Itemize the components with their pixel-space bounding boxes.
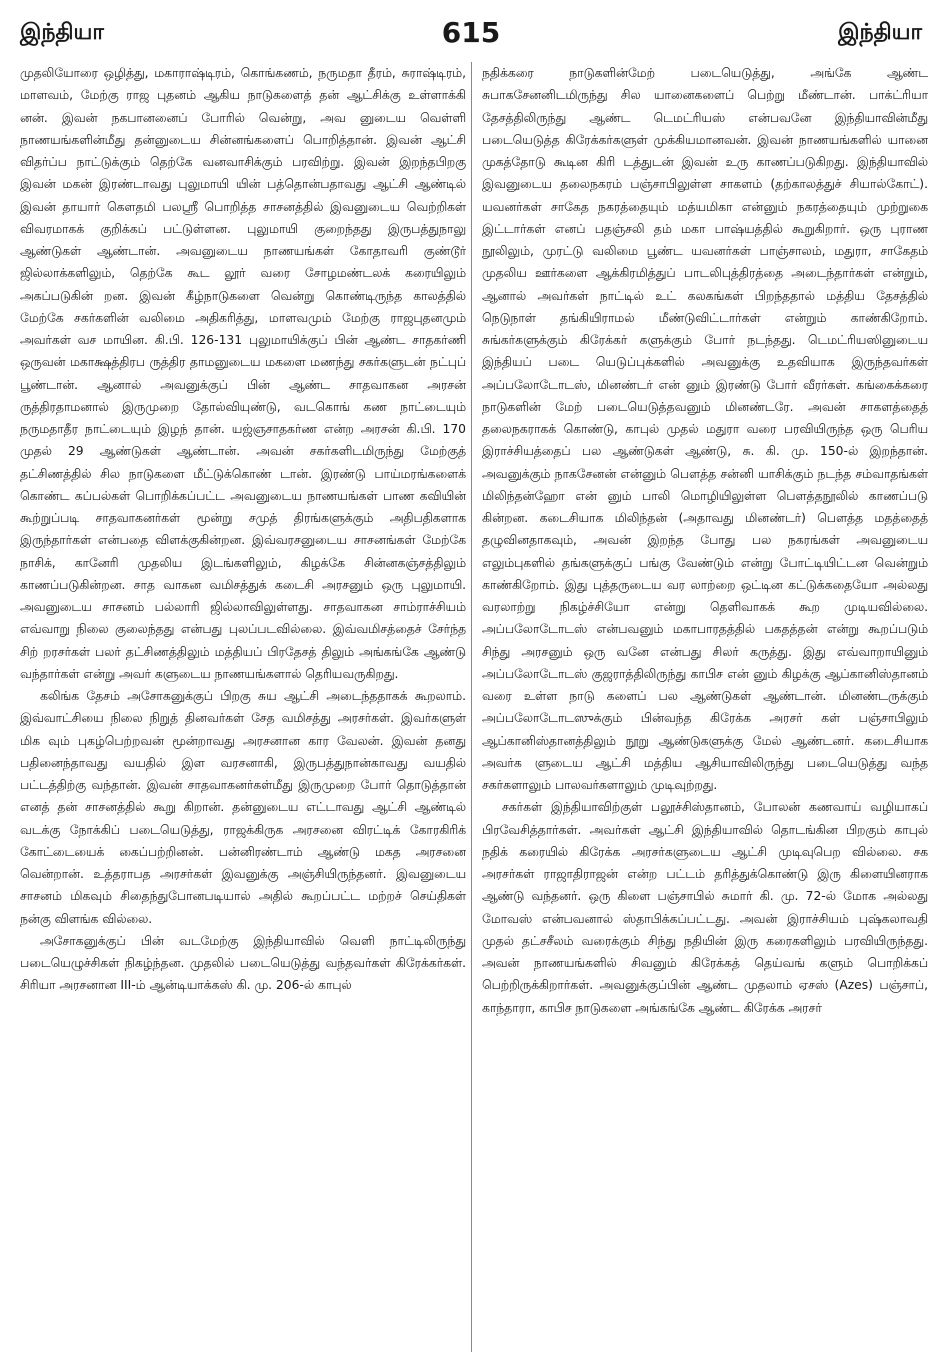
right-column: [482, 62, 928, 1357]
running-head-left: இந்தியா: [20, 20, 104, 45]
left-paragraph-3: அசோகனுக்குப் பின் வடமேற்கு இந்தியாவில் வெளி நாட்டிலிருந்து படையெழுச்சிகள் நிகழ்ந்தன. முதலில் படையெடுத்து வந்தவர்கள் கிரேக்கர்கள். சிரியா அரசனான III-ம் ஆன்டியாக்கஸ் கி. மு. 206-ல் காபுல்: [20, 933, 466, 993]
page-number: 615: [441, 16, 501, 49]
left-paragraph-2: கலிங்க தேசம் அசோகனுக்குப் பிறகு சுய ஆட்சி அடைந்ததாகக் கூறலாம். இவ்வாட்சியை நிலை நிறுத் தினவர்கள் சேத வமிசத்து அரசர்கள். இவர்களுள் மிக வும் புகழ்பெற்றவன் மூன்றாவது அரசனான கார வேலன். இவன் தனது பதினைந்தாவது வயதில் இள வரசனாகி, இருபத்துநான்காவது வயதில் பட்டத்திற்கு வந்தான். இவன் சாதவாகனர்கள்மீது இருமுறை போர் தொடுத்தான் எனத் தன் சாசனத்தில் கூறு கிறான். தன்னுடைய எட்டாவது ஆட்சி ஆண்டில் வடக்கு நோக்கிப் படையெடுத்து, ராஜக்கிருக அரசனை விரட்டிக் கோரகிரிக் கோட்டையைக் கைப்பற்றினன். பன்னிரண்டாம் ஆண்டு மகத அரசனை வென்றான். உத்தராபத அரசர்கள் இவனுக்கு அஞ்சியிருந்தனர். இவனுடைய சாசனம் மிகவும் சிதைந்துபோனபடியால் அதில் கூறப்பட்ட மற்றச் செய்திகள் நன்கு விளங்க வில்லை.: [20, 689, 466, 926]
right-paragraph-2: சகர்கள் இந்தியாவிற்குள் பலூச்சிஸ்தானம், போலன் கணவாய் வழியாகப் பிரவேசித்தார்கள். அவர்கள் ஆட்சி இந்தியாவில் தொடங்கின பிறகும் காபுல் நதிக் கரையில் கிரேக்க அரசர்களுடைய ஆட்சி முடிவுபெற வில்லை. சக அரசர்கள் ராஜாதிராஜன் என்ற பட்டம் தரித்துக்கொண்டு இரு கிளையினராக ஆண்டு வந்தனர். ஒரு கிளை பஞ்சாபில் சுமார் கி. மு. 72-ல் மோக அல்லது மோவஸ் என்பவனால் ஸ்தாபிக்கப்பட்டது. அவன் இராச்சியம் புஷ்கலாவதி முதல் தட்சசீலம் வரைக்கும் சிந்து நதியின் இரு கரைகளிலும் பரவியிருந்தது. அவன் நாணயங்களில் சிவனும் கிரேக்கத் தெய்வங் களும் பொறிக்கப் பெற்றிருக்கிறார்கள். அவனுக்குப்பின் ஆண்ட முதலாம் ஏசஸ் (Azes) பஞ்சாப், காந்தாரா, காபிச நாடுகளை அங்கங்கே ஆண்ட கிரேக்க அரசர்: [482, 800, 928, 1015]
column-divider: [471, 62, 472, 1352]
left-column: [20, 62, 466, 1357]
right-paragraph-1: நதிக்கரை நாடுகளின்மேற் படையெடுத்து, அங்கே ஆண்ட சுபாகசேனனிடமிருந்து சில யானைகளைப் பெற்று மீண்டான். பாக்ட்ரியா தேசத்திலிருந்து ஆண்ட டெமட்ரியஸ் என்பவனே இந்தியாவின்மீது படையெடுத்த கிரேக்கர்களுள் முக்கியமானவன். இவன் நாணயங்களில் யானை முகத்தோடு கூடின கிரி டத்துடன் இவன் உரு காணப்படுகிறது. இந்தியாவில் இவனுடைய தலைநகரம் பஞ்சாபிலுள்ள சாகளம் (தற்காலத்துச் சியால்கோட்). யவனர்கள் சாகேத நகரத்தையும் மத்யமிகா என்னும் நகரத்தையும் முற்றுகை இட்டார்கள் எனப் பதஞ்சலி தம் மகா பாஷ்யத்தில் கூறுகிறார். ஒரு புராண நூலிலும், முரட்டு வலிமை பூண்ட யவனர்கள் பாஞ்சாலம், மதுரா, சாகேதம் முதலிய ஊர்களை ஆக்கிரமித்துப் பாடலிபுத்திரத்தை அடைந்தார்கள் என்றும், ஆனால் அவர்கள் நாட்டில் உட் கலகங்கள் பிறந்ததால் மத்திய தேசத்தில் நெடுநாள் தங்கியிராமல் மீண்டுவிட்டார்கள் என்றும் காண்கிறோம். சுங்கர்களுக்கும் கிரேக்கர் களுக்கும் போர் நடந்தது. டெமட்ரியஸினுடைய இந்தியப் படை யெடுப்புக்களில் அவனுக்கு உதவியாக இருந்தவர்கள் அப்பலோடோடஸ், மினண்டர் என் னும் இரண்டு போர் வீரர்கள். கங்கைக்கரை நாடுகளின் மேற் படையெடுத்தவனும் மினண்டரே. அவன் சாகளத்தைத் தலைநகராகக் கொண்டு, காபுல் முதல் மதுரா வரை பரவியிருந்த ஒரு பெரிய இராச்சியத்தைப் பல ஆண்டுகள் ஆண்டு, சு. கி. மு. 150-ல் இறந்தான். அவனுக்கும் நாகசேனன் என்னும் பௌத்த சன்னி யாசிக்கும் நடந்த சம்வாதங்கள் மிலிந்தன்ஹோ என் னும் பாலி மொழியிலுள்ள பௌத்தநூலில் காணப்படு கின்றன. கடைசியாக மிலிந்தன் (அதாவது மினண்டர்) பௌத்த மதத்தைத் தழுவினதாகவும், அவன் இறந்த போது பல நகரங்கள் அவனுடைய எலும்புகளில் தங்களுக்குப் பங்கு வேண்டும் என்று போட்டியிட்டன வென்றும் காண்கிறோம். இது புத்தருடைய வர லாற்றை ஒட்டின கட்டுக்கதையோ அல்லது வரலாற்று நிகழ்ச்சியோ என்று தெளிவாகக் கூற முடியவில்லை. அப்பலோடோடஸ் என்பவனும் மகாபாரதத்தில் பகதத்தன் என்று கூறப்படும் சிந்து அரசனும் ஒரு வனே என்பது சிலர் கருத்து. இது எவ்வாறாயினும் அப்பலோடோடஸ் குஜராத்திலிருந்து காபிச என் னும் கிழக்கு ஆப்கானிஸ்தானம் வரை உள்ள நாடு களைப் பல ஆண்டுகள் ஆண்டான். மினண்டருக்கும் அப்பலோடோடஸுக்கும் பின்வந்த கிரேக்க அரசர் கள் பஞ்சாபிலும் ஆப்கானிஸ்தானத்திலும் நூறு ஆண்டுகளுக்கு மேல் ஆண்டனர். கடைசியாக அவர்க ளுடைய ஆட்சி மத்திய ஆசியாவிலிருந்து படையெடுத்து வந்த சகர்களாலும் பாலவர்களாலும் முடிவுற்றது.: [482, 66, 928, 792]
running-head-right: இந்தியா: [838, 20, 922, 45]
page-header: [20, 12, 922, 56]
left-paragraph-1: முதலியோரை ஒழித்து, மகாராஷ்டிரம், கொங்கணம், நருமதா தீரம், சுராஷ்டிரம், மாளவம், மேற்கு ராஜ புதனம் ஆகிய நாடுகளைத் தன் ஆட்சிக்கு உள்ளாக்கி னன். இவன் நகபானனைப் போரில் வென்று, அவ னுடைய வெள்ளி நாணயங்களின்மீது தன்னுடைய சின்னங்களைப் பொறித்தான். இவன் ஆட்சி விதர்ப்ப நாட்டுக்கும் தெற்கே வனவாசிக்கும் பரவிற்று. இவன் இறந்தபிறகு இவன் மகன் இரண்டாவது புலுமாயி யின் பத்தொன்பதாவது ஆட்சி ஆண்டில் இவன் தாயார் கௌதமி பலஸ்ரீ பொறித்த சாசனத்தில் இவனுடைய வெற்றிகள் விவரமாகக் குறிக்கப் பட்டுள்ளன. புலுமாயி குறைந்தது இருபத்துநாலு ஆண்டுகள் ஆண்டான். அவனுடைய நாணயங்கள் கோதாவரி குண்டூர் ஜில்லாக்களிலும், தெற்கே கூட லூர் வரை சோழமண்டலக் கரையிலும் அகப்படுகின் றன. இவன் கீழ்நாடுகளை வென்று கொண்டிருந்த காலத்தில் மேற்கே சகர்களின் வலிமை அதிகரித்து, மாளவமும் மேற்கு ராஜபுதனமும் அவர்கள் வச மாயின. கி.பி. 126-131 புலுமாயிக்குப் பின் ஆண்ட சாதகர்ணி ஒருவன் மகாக்ஷத்திரப ருத்திர தாமனுடைய மகளை மணந்து சகர்களுடன் நட்புப் பூண்டான். ஆனால் அவனுக்குப் பின் ஆண்ட சாதவாகன அரசன் ருத்திரதாமனால் இருமுறை தோல்வியுண்டு, வடகொங் கண நாட்டையும் நருமதாதீர நாட்டையும் இழந் தான். யஜ்ஞசாதகர்ண என்ற அரசன் கி.பி. 170 முதல் 29 ஆண்டுகள் ஆண்டான். அவன் சகர்களிடமிருந்து மேற்குத் தட்சிணத்தில் சில நாடுகளை மீட்டுக்கொண் டான். இரண்டு பாய்மரங்களைக் கொண்ட கப்பல்கள் பொறிக்கப்பட்ட அவனுடைய நாணயங்கள் பாண கவியின் கூற்றுப்படி சாதவாகனர்கள் மூன்று சமுத் திரங்களுக்கும் அதிபதிகளாக இருந்தார்கள் என்பதை விளக்குகின்றன. இவ்வரசனுடைய சாசனங்கள் மேற்கே நாசிக், கானேரி முதலிய இடங்களிலும், கிழக்கே சின்னகஞ்சத்திலும் காணப்படுகின்றன. சாத வாகன வமிசத்துக் கடைசி அரசனும் ஒரு புலுமாயி. அவனுடைய சாசனம் பல்லாரி ஜில்லாவிலுள்ளது. சாதவாகன சாம்ராச்சியம் எவ்வாறு நிலை குலைந்தது என்பது புலப்படவில்லை. இவ்வமிசத்தைச் சேர்ந்த சிற் றரசர்கள் பலர் தட்சிணத்திலும் மத்தியப் பிரதேசத் திலும் அங்கங்கே ஆண்டு வந்தார்கள் என்று அவர் களுடைய நாணயங்களால் தெரியவருகிறது.: [20, 66, 466, 681]
